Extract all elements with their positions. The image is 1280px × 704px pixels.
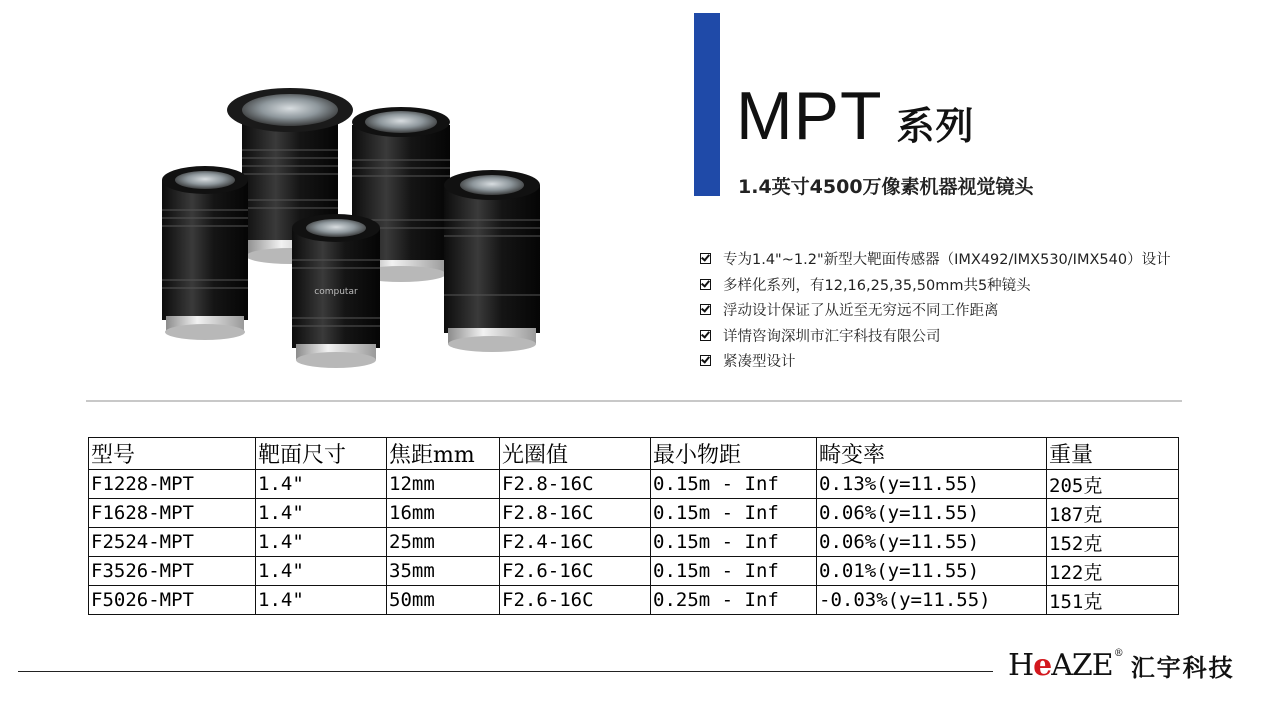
table-row: [89, 557, 1179, 586]
cell-distortion: -0.03%(y=11.55): [817, 586, 1047, 615]
cell-min-distance: 0.25m - Inf: [651, 586, 817, 615]
cell-sensor-size: 1.4": [256, 499, 387, 528]
spec-table: [88, 437, 1179, 615]
lens-brand-label: computar: [314, 287, 358, 297]
table-row: [89, 470, 1179, 499]
cell-focal-length: 50mm: [387, 586, 500, 615]
cell-model: F2524-MPT: [89, 528, 256, 557]
header-aperture: 光圈值: [500, 438, 651, 470]
checkbox-icon: [700, 355, 711, 366]
cell-min-distance: 0.15m - Inf: [651, 470, 817, 499]
lens-35mm: [292, 214, 380, 368]
cell-aperture: F2.8-16C: [500, 470, 651, 499]
registered-mark: ®: [1113, 648, 1123, 659]
checkbox-icon: [700, 330, 711, 341]
header-model: 型号: [89, 438, 256, 470]
checkbox-icon: [700, 253, 711, 264]
series-name: MPT: [736, 78, 883, 154]
cell-weight: 122克: [1047, 557, 1179, 586]
cell-sensor-size: 1.4": [256, 557, 387, 586]
table-row: [89, 528, 1179, 557]
table-row: [89, 499, 1179, 528]
feature-text: 紧凑型设计: [723, 354, 796, 371]
cell-aperture: F2.4-16C: [500, 528, 651, 557]
checkbox-icon: [700, 304, 711, 315]
cell-min-distance: 0.15m - Inf: [651, 499, 817, 528]
footer-divider: [18, 671, 993, 672]
feature-text: 详情咨询深圳市汇宇科技有限公司: [723, 328, 941, 345]
lens-25mm: [162, 166, 248, 340]
lens-product-image: [150, 80, 550, 370]
feature-list: [700, 246, 1171, 374]
lens-50mm: [444, 170, 540, 352]
cell-model: F3526-MPT: [89, 557, 256, 586]
cell-sensor-size: 1.4": [256, 586, 387, 615]
cell-sensor-size: 1.4": [256, 528, 387, 557]
cell-distortion: 0.01%(y=11.55): [817, 557, 1047, 586]
cell-focal-length: 35mm: [387, 557, 500, 586]
feature-text: 多样化系列，有12,16,25,35,50mm共5种镜头: [723, 277, 1031, 294]
cell-min-distance: 0.15m - Inf: [651, 528, 817, 557]
feature-item: [700, 323, 1171, 349]
cell-weight: 151克: [1047, 586, 1179, 615]
cell-min-distance: 0.15m - Inf: [651, 557, 817, 586]
checkbox-icon: [700, 279, 711, 290]
cell-aperture: F2.8-16C: [500, 499, 651, 528]
cell-weight: 152克: [1047, 528, 1179, 557]
cell-sensor-size: 1.4": [256, 470, 387, 499]
feature-text: 专为1.4"~1.2"新型大靶面传感器（IMX492/IMX530/IMX540）设计: [723, 252, 1171, 269]
page-subtitle: 1.4英寸4500万像素机器视觉镜头: [738, 176, 1034, 198]
cell-focal-length: 25mm: [387, 528, 500, 557]
feature-item: [700, 297, 1171, 323]
series-suffix: 系列: [896, 104, 975, 148]
cell-weight: 187克: [1047, 499, 1179, 528]
header-sensor-size: 靶面尺寸: [256, 438, 387, 470]
header-distortion: 畸变率: [817, 438, 1047, 470]
cell-aperture: F2.6-16C: [500, 557, 651, 586]
cell-distortion: 0.06%(y=11.55): [817, 499, 1047, 528]
cell-model: F1628-MPT: [89, 499, 256, 528]
cell-aperture: F2.6-16C: [500, 586, 651, 615]
header-focal-length: 焦距mm: [387, 438, 500, 470]
cell-focal-length: 12mm: [387, 470, 500, 499]
cell-weight: 205克: [1047, 470, 1179, 499]
feature-item: [700, 272, 1171, 298]
header-weight: 重量: [1047, 438, 1179, 470]
page-title: [736, 78, 975, 154]
cell-model: F1228-MPT: [89, 470, 256, 499]
logo-wordmark: HeAZE®: [1008, 648, 1123, 683]
company-logo: [1008, 648, 1235, 683]
feature-item: [700, 348, 1171, 374]
header-min-distance: 最小物距: [651, 438, 817, 470]
cell-model: F5026-MPT: [89, 586, 256, 615]
section-divider: [86, 400, 1182, 402]
logo-chinese-name: 汇宇科技: [1130, 654, 1235, 682]
cell-distortion: 0.06%(y=11.55): [817, 528, 1047, 557]
cell-focal-length: 16mm: [387, 499, 500, 528]
title-accent-bar: [694, 13, 720, 196]
cell-distortion: 0.13%(y=11.55): [817, 470, 1047, 499]
table-row: [89, 586, 1179, 615]
table-header-row: [89, 438, 1179, 470]
feature-text: 浮动设计保证了从近至无穷远不同工作距离: [723, 303, 999, 320]
feature-item: [700, 246, 1171, 272]
